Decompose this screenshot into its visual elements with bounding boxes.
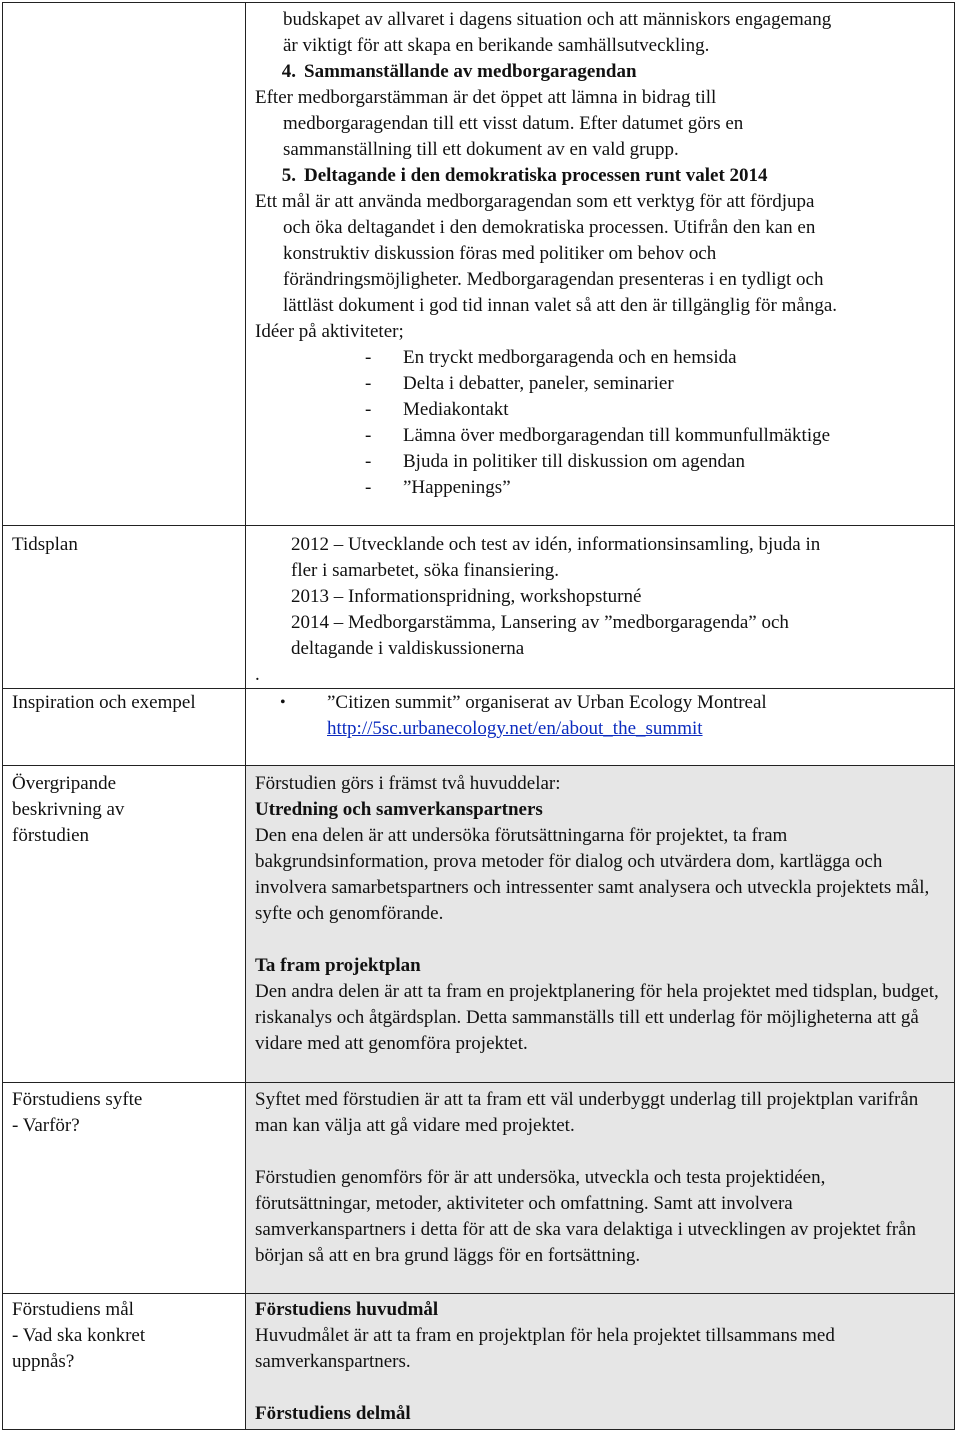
ideas-list	[255, 345, 945, 501]
syfte-cell	[246, 1083, 954, 1293]
item-5-line-4: förändringsmöjligheter. Medborgaragendan presenteras i en tydligt och	[283, 269, 824, 290]
overgripande-label: Övergripande beskrivning av förstudien	[12, 773, 125, 846]
overgripande-cell	[246, 766, 954, 1082]
tidsplan-trailing-dot: .	[255, 664, 260, 685]
table-row-inspiration	[2, 689, 955, 766]
tidsplan-line-1: 2012 – Utvecklande och test av idén, informationsinsamling, bjuda in	[291, 534, 821, 555]
tidsplan-cell	[246, 526, 954, 688]
overgripande-paragraph-1: Den ena delen är att undersöka förutsättningarna för projektet, ta fram bakgrundsinformation, prova metoder för dialog och utvärdera dom, kartlägga och involvera samarbetspartners och intressenter samt analysera och utveckla projektets mål, syfte och genomförande.	[255, 825, 930, 924]
row-label-empty	[3, 3, 246, 525]
intro-line-2: är viktigt för att skapa en berikande samhällsutveckling.	[283, 35, 710, 56]
list-item: - Lämna över medborgaragendan till kommunfullmäktige	[365, 423, 945, 449]
overgripande-intro: Förstudien görs i främst två huvuddelar:	[255, 773, 561, 794]
row-label-inspiration	[3, 689, 246, 765]
heading-text: Förstudiens huvudmål	[255, 1299, 439, 1320]
item-5-line-5: lättläst dokument i god tid innan valet så att den är tillgänglig för många.	[283, 295, 838, 316]
item-5-first-line: Ett mål är att använda medborgaragendan som ett verktyg för att fördjupa	[255, 191, 815, 212]
bullet-icon: •	[280, 694, 286, 711]
inspiration-item	[255, 690, 945, 716]
item-5-title: Deltagande i den demokratiska processen runt valet 2014	[304, 165, 768, 186]
heading-text: Ta fram projektplan	[255, 955, 421, 976]
list-item: - Mediakontakt	[365, 397, 945, 423]
heading-text: Utredning och samverkanspartners	[255, 799, 543, 820]
syfte-paragraph-1: Syftet med förstudien är att ta fram ett väl underbyggt underlag till projektplan varifrån man kan välja att gå vidare med projektet.	[255, 1089, 919, 1136]
item-4-heading	[255, 59, 945, 85]
overgripande-heading-2	[255, 953, 945, 979]
mal-heading-2	[255, 1401, 945, 1427]
list-item: - ”Happenings”	[365, 475, 945, 501]
mal-heading-1	[255, 1297, 945, 1323]
item-5-heading	[255, 163, 945, 189]
inspiration-label: Inspiration och exempel	[12, 692, 196, 713]
mal-label: Förstudiens mål	[12, 1299, 134, 1320]
row-label-syfte	[3, 1083, 246, 1293]
mal-paragraph-1: Huvudmålet är att ta fram en projektplan för hela projektet tillsammans med samverkanspartners.	[255, 1325, 835, 1372]
inspiration-cell	[246, 689, 954, 765]
list-item: - En tryckt medborgaragenda och en hemsida	[365, 345, 945, 371]
tidsplan-line-3: 2013 – Informationspridning, workshopsturné	[291, 586, 642, 607]
item-4-first-line: Efter medborgarstämman är det öppet att lämna in bidrag till	[255, 87, 717, 108]
item-4-line-2: medborgaragendan till ett visst datum. Efter datumet görs en	[283, 113, 744, 134]
item-5-line-2: och öka deltagandet i den demokratiska processen. Utifrån den kan en	[283, 217, 816, 238]
item-5-number: 5.	[281, 165, 296, 186]
item-4-title: Sammanställande av medborgaragendan	[304, 61, 637, 82]
item-4-number: 4.	[281, 61, 296, 82]
inspiration-text: ”Citizen summit” organiserat av Urban Ecology Montreal	[327, 692, 767, 713]
mal-sublabel: - Vad ska konkret uppnås?	[12, 1325, 146, 1372]
activities-cell	[246, 3, 954, 525]
table-row-syfte	[2, 1083, 955, 1294]
syfte-label: Förstudiens syfte	[12, 1089, 143, 1110]
item-5-line-3: konstruktiv diskussion föras med politiker om behov och	[283, 243, 717, 264]
table-row-overgripande	[2, 766, 955, 1083]
ideas-heading: Idéer på aktiviteter;	[255, 321, 404, 342]
tidsplan-line-2: fler i samarbetet, söka finansiering.	[291, 560, 560, 581]
item-4-line-3: sammanställning till ett dokument av en vald grupp.	[283, 139, 679, 160]
overgripande-heading-1	[255, 797, 945, 823]
syfte-sublabel: - Varför?	[12, 1115, 80, 1136]
inspiration-link[interactable]: http://5sc.urbanecology.net/en/about_the_summit	[327, 718, 703, 739]
tidsplan-line-4: 2014 – Medborgarstämma, Lansering av ”medborgaragenda” och	[291, 612, 789, 633]
mal-cell	[246, 1294, 954, 1429]
inspiration-link-line	[255, 716, 945, 742]
table-row-tidsplan	[2, 526, 955, 689]
row-label-overgripande	[3, 766, 246, 1082]
tidsplan-line-5: deltagande i valdiskussionerna	[291, 638, 525, 659]
heading-text: Förstudiens delmål	[255, 1403, 411, 1424]
tidsplan-label: Tidsplan	[12, 534, 78, 555]
syfte-paragraph-2: Förstudien genomförs för är att undersöka, utveckla och testa projektidéen, förutsättningar, metoder, aktiviteter och omfattning. Samt att involvera samverkanspartners i detta för att de ska vara delaktiga i utvecklingen av projektet från början så att en bra grund läggs för en fortsättning.	[255, 1167, 917, 1266]
table-row-activities	[2, 2, 955, 526]
row-label-tidsplan	[3, 526, 246, 688]
table-row-mal	[2, 1294, 955, 1430]
row-label-mal	[3, 1294, 246, 1429]
intro-line-1: budskapet av allvaret i dagens situation och att människors engagemang	[283, 9, 832, 30]
overgripande-paragraph-2: Den andra delen är att ta fram en projektplanering för hela projektet med tidsplan, budget, riskanalys och åtgärdsplan. Detta sammanställs till ett underlag för möjligheterna att gå vidare med att genomföra projektet.	[255, 981, 939, 1054]
list-item: - Delta i debatter, paneler, seminarier	[365, 371, 945, 397]
list-item: - Bjuda in politiker till diskussion om agendan	[365, 449, 945, 475]
